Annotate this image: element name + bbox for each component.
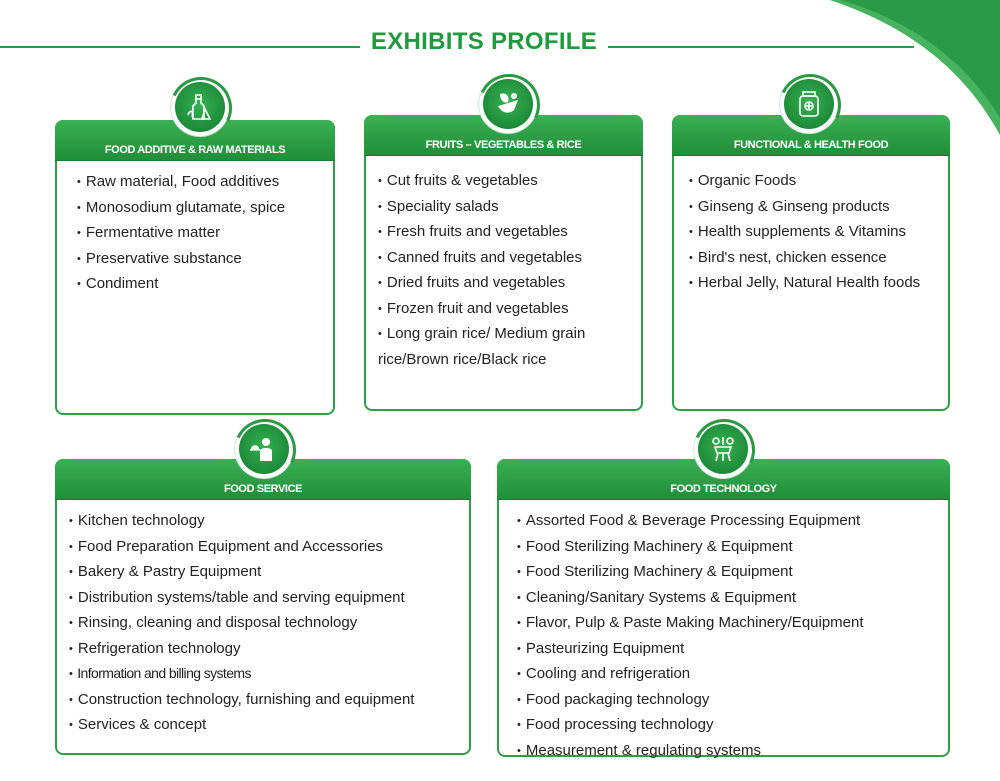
card-title: FRUITS – VEGETABLES & RICE: [425, 139, 582, 151]
list-item: • Flavor, Pulp & Paste Making Machinery/Equipment: [517, 611, 864, 637]
card-title: FOOD TECHNOLOGY: [670, 483, 777, 495]
list-item: • Kitchen technology: [69, 509, 414, 535]
list-item: • Rinsing, cleaning and disposal technology: [69, 611, 414, 637]
gears-processing-icon: [694, 420, 752, 478]
list-item: • Fermentative matter: [77, 221, 285, 247]
card-title: FOOD ADDITIVE & RAW MATERIALS: [104, 144, 286, 156]
list-item: • Bird's nest, chicken essence: [689, 246, 920, 272]
list-item: • Cooling and refrigeration: [517, 662, 864, 688]
list-item: • Cleaning/Sanitary Systems & Equipment: [517, 586, 864, 612]
list-item: • Herbal Jelly, Natural Health foods: [689, 271, 920, 297]
list-item: • Food Preparation Equipment and Accessories: [69, 535, 414, 561]
list-item: • Food Sterilizing Machinery & Equipment: [517, 560, 864, 586]
list-item: • Raw material, Food additives: [77, 170, 285, 196]
card-fruits-vegetables: [364, 115, 643, 411]
list-item: • Frozen fruit and vegetables: [378, 297, 633, 323]
list-item: • Condiment: [77, 272, 285, 298]
list-item: • Distribution systems/table and serving equipment: [69, 586, 414, 612]
list-item: • Monosodium glutamate, spice: [77, 196, 285, 222]
list-item: • Bakery & Pastry Equipment: [69, 560, 414, 586]
bottle-flask-icon: [171, 78, 229, 136]
title-rule-left: [0, 46, 360, 48]
list-item: • Services & concept: [69, 713, 414, 739]
card-food-service: [55, 459, 471, 755]
list-item: • Organic Foods: [689, 169, 920, 195]
list-item: • Preservative substance: [77, 247, 285, 273]
list-item: • Cut fruits & vegetables: [378, 169, 633, 195]
title-rule-right: [608, 46, 914, 48]
list-item: • Long grain rice/ Medium grain rice/Brown rice/Black rice: [378, 322, 633, 371]
list-item: • Fresh fruits and vegetables: [378, 220, 633, 246]
list-item: • Food packaging technology: [517, 688, 864, 714]
supplement-jar-icon: [780, 75, 838, 133]
list-item: • Measurement & regulating systems: [517, 739, 864, 765]
list-item: • Food processing technology: [517, 713, 864, 739]
list-item: • Speciality salads: [378, 195, 633, 221]
waiter-cloche-icon: [235, 420, 293, 478]
list-item: • Information and billing systems: [69, 662, 414, 688]
card-title: FOOD SERVICE: [223, 483, 303, 495]
list-item: • Canned fruits and vegetables: [378, 246, 633, 272]
list-item: • Ginseng & Ginseng products: [689, 195, 920, 221]
list-item: • Dried fruits and vegetables: [378, 271, 633, 297]
item-list: [77, 170, 285, 298]
item-list: [689, 169, 920, 297]
card-title: FUNCTIONAL & HEALTH FOOD: [733, 139, 889, 151]
list-item: • Assorted Food & Beverage Processing Equipment: [517, 509, 864, 535]
list-item: • Refrigeration technology: [69, 637, 414, 663]
card-food-additive: [55, 120, 335, 415]
list-item: • Food Sterilizing Machinery & Equipment: [517, 535, 864, 561]
list-item: • Construction technology, furnishing and equipment: [69, 688, 414, 714]
item-list: [517, 509, 864, 764]
item-list: [69, 509, 414, 739]
vegetables-icon: [479, 75, 537, 133]
list-item: • Pasteurizing Equipment: [517, 637, 864, 663]
card-food-technology: [497, 459, 950, 757]
item-list: [378, 169, 633, 371]
page-title: EXHIBITS PROFILE: [370, 28, 598, 55]
list-item: • Health supplements & Vitamins: [689, 220, 920, 246]
card-health-food: [672, 115, 950, 411]
